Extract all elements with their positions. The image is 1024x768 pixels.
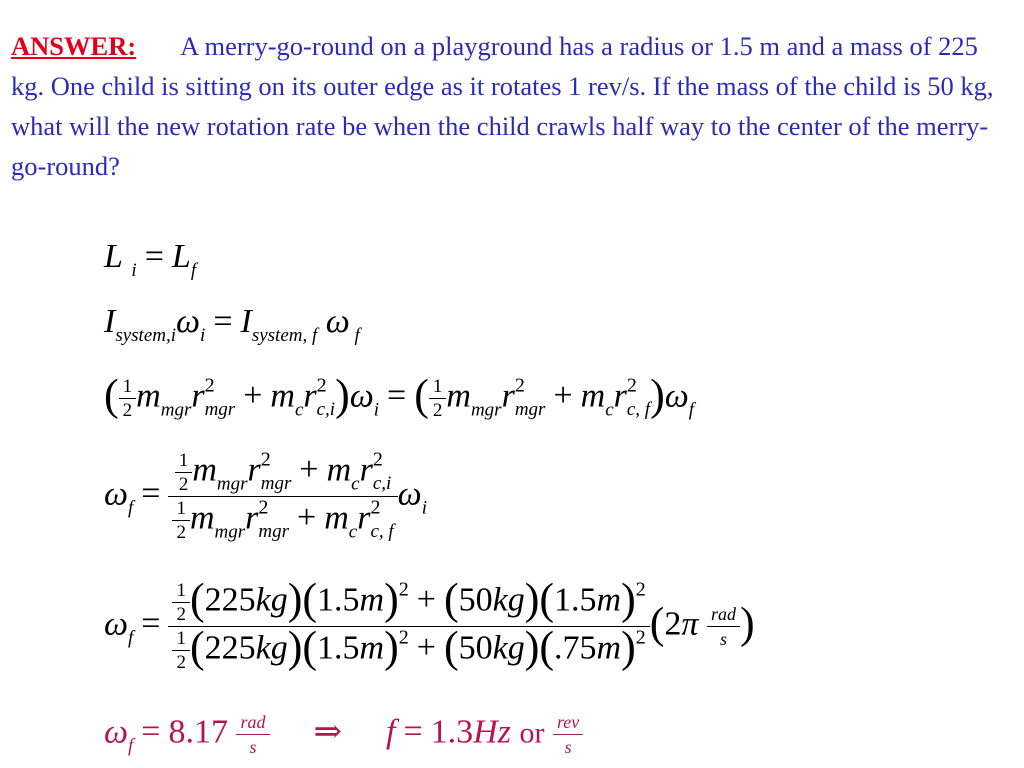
implies-arrow: ⇒ <box>313 713 342 751</box>
answer-label: ANSWER: <box>11 31 137 61</box>
frequency-unit: Hz <box>473 713 511 751</box>
problem-statement <box>11 26 1016 186</box>
problem-text: A merry-go-round on a playground has a radius or 1.5 m and a mass of 225 kg. One child is sitting on its outer edge as it rotates 1 rev/s. If the mass of the child is 50 kg, what will the new rotation rate be when the child crawls half way to the center of the merry-go-round? <box>11 31 994 181</box>
rev-per-second-unit: $\frac{\text{rev}}{s}$ <box>553 713 583 756</box>
omega-f-value: 8.17 <box>168 713 228 751</box>
equation-angular-momentum-conservation: L $_i = L_f$ <box>104 238 197 281</box>
equation-expanded-inertia: ( $\frac{1}{2}$ $m_{mgr}r^2_{mgr} + m_cr^2_{c,i})\omega_i$ = ( $\frac{1}{2}$ $m_{mgr}r^2_{mgr} + m_cr^2_{c, f})\omega_f$ <box>104 370 695 421</box>
omega-f-unit: $\frac{\text{rad}}{s}$ <box>236 713 269 756</box>
equation-omega-f-symbolic: $\omega_f$ = $\frac{1}{2}$ $m_{mgr}r^2_{mgr} + m_cr^2_{c,i}$ $\frac{1}{2}$ $m_{mgr}r^2_{mgr} + m_cr^2_{c, f}$ $\omega_i$ <box>104 448 427 543</box>
frequency-value: 1.3 <box>430 713 474 751</box>
or-word: or <box>519 716 545 750</box>
equation-result: $\omega_f = 8.17$ $\frac{\text{rad}}{s}$ ⇒ f = 1.3Hz or $\frac{\text{rev}}{s}$ <box>104 713 583 756</box>
equation-moment-of-inertia: $I_{system,i}\omega_i = I_{system, f}$ ω $_f$ <box>104 303 360 346</box>
equation-omega-f-numeric: $\omega_f$ = $\frac{1}{2}$ $(225kg)(1.5m)^2 + (50kg)(1.5m)^2$ $\frac{1}{2}$ $(225kg)(1.5m)^2 + (50kg)(.75m)^2$ (2π $\frac{\text{rad}}{s}$ ) <box>104 574 755 673</box>
